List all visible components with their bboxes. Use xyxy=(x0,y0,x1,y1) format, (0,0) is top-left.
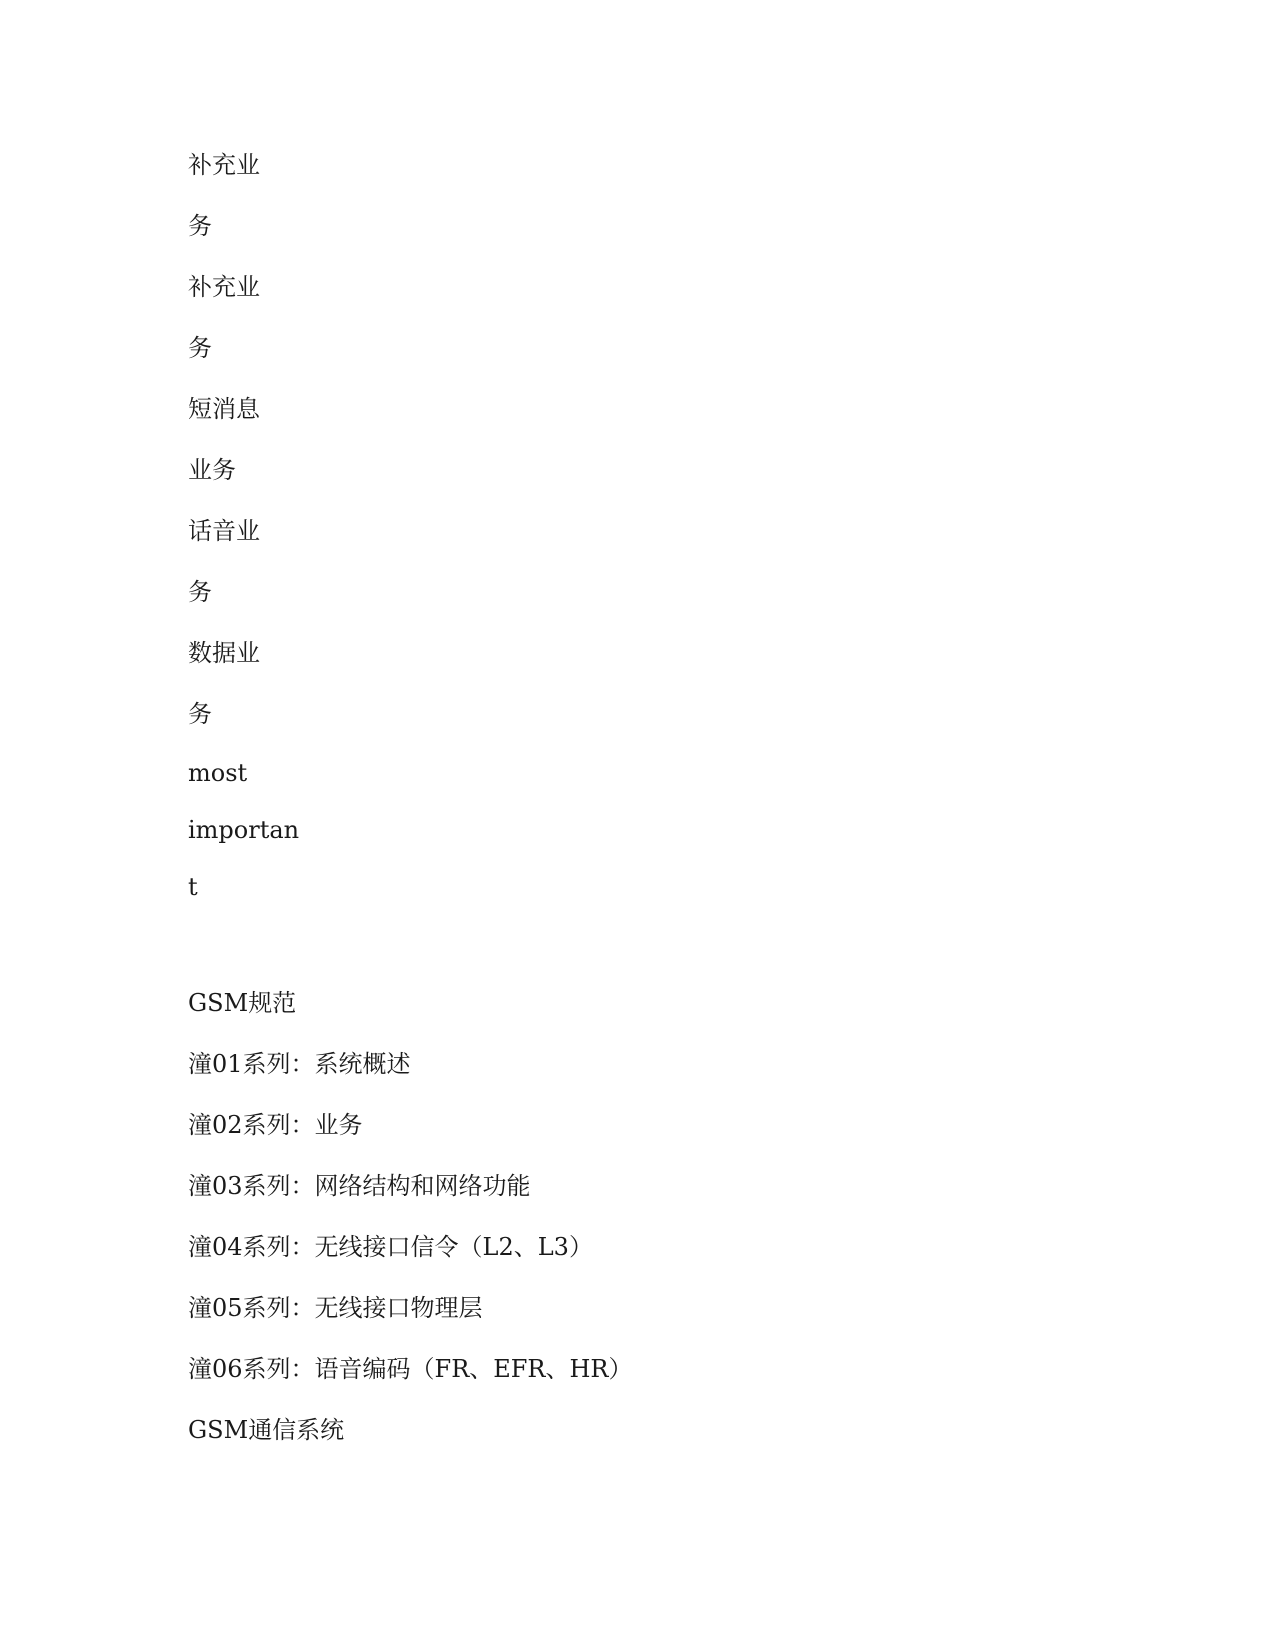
spec-item: 潼04系列：无线接口信令（L2、L3） xyxy=(188,1233,593,1261)
text-fragment: 数据业 xyxy=(188,639,260,667)
text-fragment: 务 xyxy=(188,700,212,728)
text-fragment: most xyxy=(188,759,248,787)
text-fragment: 务 xyxy=(188,212,212,240)
text-fragment: t xyxy=(188,873,198,901)
spec-heading: GSM规范 xyxy=(188,989,297,1017)
text-fragment: importan xyxy=(188,816,300,844)
text-fragment: 业务 xyxy=(188,456,236,484)
text-fragment: 短消息 xyxy=(188,395,260,423)
text-fragment: 话音业 xyxy=(188,517,260,545)
text-fragment: 务 xyxy=(188,578,212,606)
spec-item: 潼06系列：语音编码（FR、EFR、HR） xyxy=(188,1355,633,1383)
spec-item: 潼03系列：网络结构和网络功能 xyxy=(188,1172,531,1200)
text-fragment: 补充业 xyxy=(188,273,260,301)
section-title: GSM通信系统 xyxy=(188,1416,345,1444)
spec-item: 潼02系列：业务 xyxy=(188,1111,363,1139)
text-fragment: 务 xyxy=(188,334,212,362)
spec-item: 潼05系列：无线接口物理层 xyxy=(188,1294,483,1322)
spec-item: 潼01系列：系统概述 xyxy=(188,1050,411,1078)
text-fragment: 补充业 xyxy=(188,151,260,179)
